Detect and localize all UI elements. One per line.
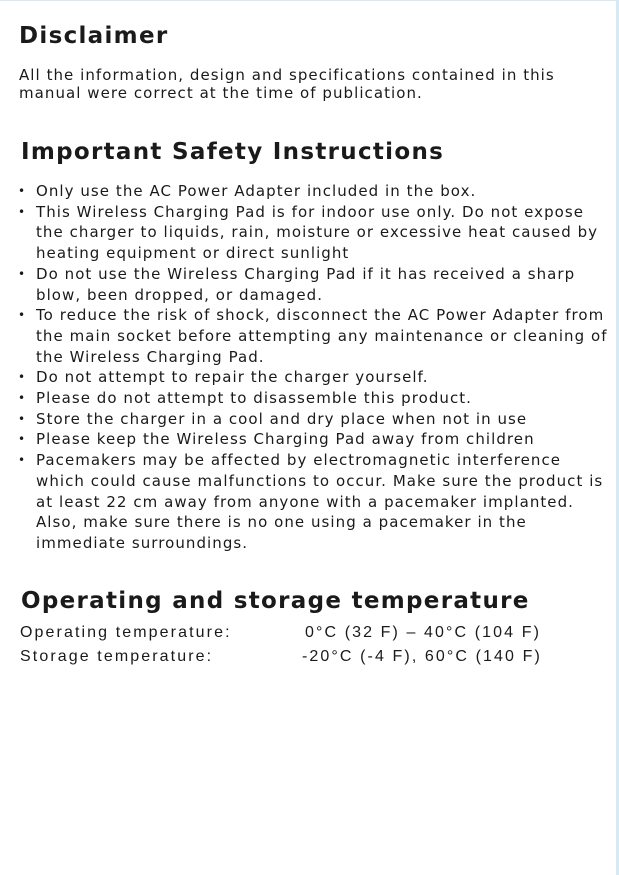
bullet-icon: • [18, 204, 27, 219]
page-top-edge [0, 0, 619, 1]
list-item-text: This Wireless Charging Pad is for indoor use only. Do not expose the charger to liquids, rain, moisture or excessive heat caused by heating equipment or direct sunlight [36, 202, 599, 263]
list-item-text: Do not attempt to repair the charger yourself. [36, 368, 429, 387]
list-item [18, 429, 610, 450]
bullet-icon: • [18, 411, 27, 426]
operating-temperature-row [20, 624, 610, 646]
storage-temperature-row [20, 648, 610, 670]
safety-instructions-list [18, 181, 610, 554]
list-item [18, 388, 610, 409]
list-item-text: Do not use the Wireless Charging Pad if it has received a sharp blow, been dropped, or damaged. [36, 264, 576, 304]
list-item-text: To reduce the risk of shock, disconnect the AC Power Adapter from the main socket before attempting any maintenance or cleaning of the Wireless Charging Pad. [36, 306, 608, 366]
bullet-icon: • [18, 184, 27, 198]
list-item [18, 264, 610, 305]
list-item [18, 367, 610, 388]
list-item-text: Please do not attempt to disassemble this product. [36, 389, 472, 408]
bullet-icon: • [18, 391, 27, 406]
list-item-text: Only use the AC Power Adapter included in the box. [36, 182, 477, 200]
temperature-heading: Operating and storage temperature [21, 588, 530, 614]
bullet-icon: • [18, 453, 27, 468]
list-item-text: Store the charger in a cool and dry place when not in use [36, 409, 528, 428]
bullet-icon: • [18, 266, 27, 281]
list-item [18, 409, 610, 430]
list-item [18, 305, 610, 367]
list-item [18, 450, 610, 554]
list-item [18, 181, 610, 202]
operating-temperature-label: Operating temperature: [20, 624, 232, 641]
bullet-icon: • [18, 370, 27, 385]
disclaimer-heading: Disclaimer [19, 23, 169, 49]
disclaimer-text: All the information, design and specifications contained in this manual were correct at the time of publication. [19, 66, 555, 102]
operating-temperature-value: 0°C (32 F) – 40°C (104 F) [305, 624, 542, 641]
bullet-icon: • [18, 432, 27, 447]
storage-temperature-label: Storage temperature: [20, 648, 214, 665]
bullet-icon: • [18, 308, 27, 323]
storage-temperature-value: -20°C (-4 F), 60°C (140 F) [302, 648, 542, 665]
safety-instructions-heading: Important Safety Instructions [21, 139, 445, 165]
list-item-text: Pacemakers may be affected by electromagnetic interference which could cause malfunctions to occur. Make sure the product is at least 22 cm away from anyone with a pacemaker implanted. Also, make sure there is no one using a pacemaker in the immediate surroundings. [36, 451, 604, 552]
list-item-text: Please keep the Wireless Charging Pad away from children [36, 430, 535, 449]
list-item [18, 202, 610, 264]
